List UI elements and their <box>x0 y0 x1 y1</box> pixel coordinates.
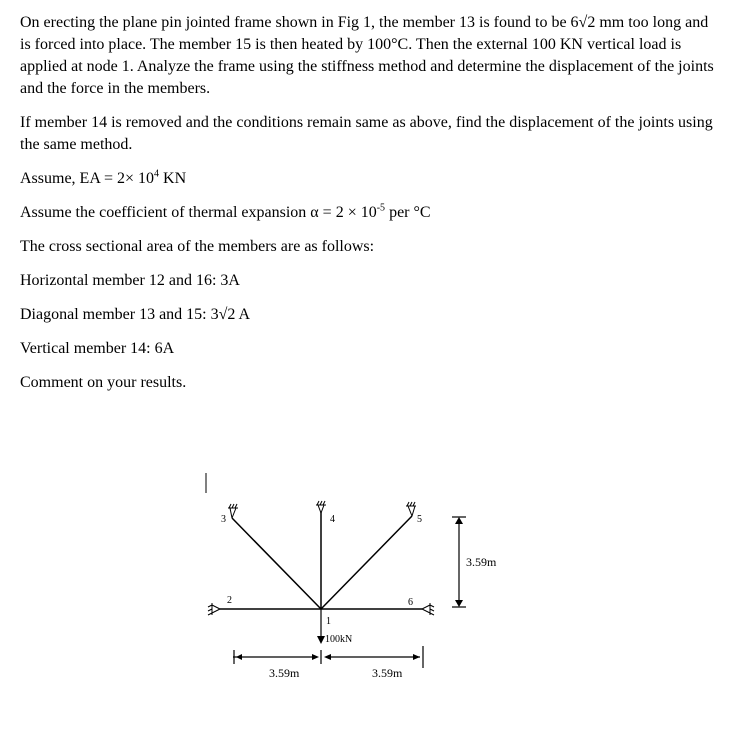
support-node-6 <box>422 603 434 615</box>
areas-intro: The cross sectional area of the members are as follows: <box>20 238 375 255</box>
node-label-5: 5 <box>417 514 422 525</box>
member-15 <box>321 516 412 609</box>
node-label-2: 2 <box>227 595 232 606</box>
node-label-6: 6 <box>408 597 413 608</box>
node-label-4: 4 <box>330 514 335 525</box>
problem-paragraph-2: If member 14 is removed and the conditions remain same as above, find the displacement of the joints using the same method. <box>20 114 713 153</box>
support-node-3 <box>228 504 238 518</box>
problem-paragraph-1: On erecting the plane pin jointed frame shown in Fig 1, the member 13 is found to be 6√2 mm too long and is forced into place. The member 15 is then heated by 100°C. Then the external 100 KN vertical load is applied at node 1. Analyze the frame using the stiffness method and determine the displacement of the joints and the force in the members. <box>20 14 714 97</box>
node-label-3: 3 <box>221 514 226 525</box>
member-13 <box>232 518 321 609</box>
span-dimensions <box>233 646 423 668</box>
load-arrow <box>317 609 325 644</box>
area-diagonal-members: Diagonal member 13 and 15: 3√2 A <box>20 306 251 323</box>
assumption-ea: Assume, EA = $2\times 10^4$ KN <box>20 168 187 187</box>
height-dimension <box>452 517 466 607</box>
comment-prompt: Comment on your results. <box>20 374 187 391</box>
left-span-label: 3.59m <box>269 666 300 680</box>
area-horizontal-members: Horizontal member 12 and 16: 3A <box>20 272 240 289</box>
support-node-2 <box>208 603 220 615</box>
height-dimension-label: 3.59m <box>466 555 497 569</box>
area-vertical-member: Vertical member 14: 6A <box>20 340 175 357</box>
support-node-4 <box>316 501 326 513</box>
load-label: 100kN <box>325 634 353 645</box>
frame-members <box>220 512 422 609</box>
node-label-1: 1 <box>326 616 331 627</box>
support-node-5 <box>406 502 416 516</box>
assumption-thermal-coefficient: Assume the coefficient of thermal expansion $\alpha = 2 \times 10^{-5}$ per °C <box>20 202 431 221</box>
right-span-label: 3.59m <box>372 666 403 680</box>
